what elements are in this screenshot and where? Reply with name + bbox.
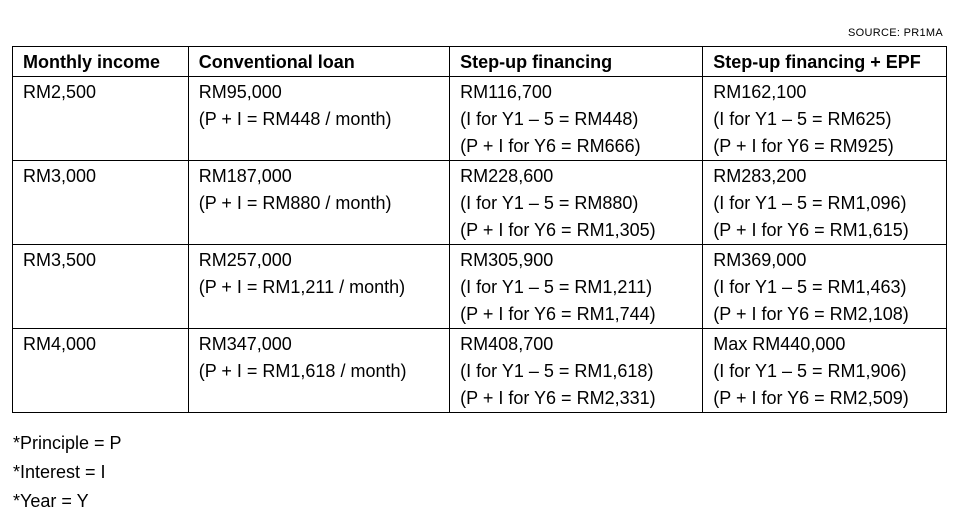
footnote-principle: *Principle = P [13,433,122,453]
conventional-cell [188,161,449,245]
stepup-detail-interest: (I for Y1 – 5 = RM448) [460,109,639,129]
stepup-detail-interest: (I for Y1 – 5 = RM1,618) [460,361,654,381]
epf-amount: RM162,100 [713,82,807,102]
footnote-interest: *Interest = I [13,462,106,482]
epf-cell [703,161,947,245]
stepup-detail-principal: (P + I for Y6 = RM1,305) [460,220,656,240]
source-label: SOURCE: PR1MA [848,27,943,39]
header-conventional-loan: Conventional loan [188,47,449,77]
table-header-row [13,47,947,77]
stepup-amount: RM305,900 [460,250,554,270]
epf-detail-interest: (I for Y1 – 5 = RM1,906) [713,361,907,381]
income-cell [13,245,189,329]
conventional-cell [188,329,449,413]
epf-detail-principal: (P + I for Y6 = RM2,509) [713,388,909,408]
conventional-cell [188,77,449,161]
income-cell [13,161,189,245]
stepup-detail-interest: (I for Y1 – 5 = RM1,211) [460,277,653,297]
conventional-amount: RM257,000 [198,250,292,270]
table-row [13,77,947,161]
income-value: RM2,500 [23,82,97,102]
epf-cell [703,77,947,161]
income-cell [13,77,189,161]
income-cell [13,329,189,413]
epf-detail-interest: (I for Y1 – 5 = RM1,096) [713,193,907,213]
epf-amount: RM283,200 [713,166,807,186]
stepup-amount: RM408,700 [460,334,554,354]
income-value: RM4,000 [23,334,97,354]
table-row [13,161,947,245]
epf-cell [703,245,947,329]
footnotes [13,429,122,516]
stepup-cell [450,329,703,413]
income-value: RM3,500 [23,250,97,270]
stepup-detail-principal: (P + I for Y6 = RM1,744) [460,304,656,324]
epf-detail-principal: (P + I for Y6 = RM2,108) [713,304,909,324]
epf-amount: Max RM440,000 [713,334,846,354]
epf-amount: RM369,000 [713,250,807,270]
epf-detail-interest: (I for Y1 – 5 = RM625) [713,109,892,129]
table-row [13,245,947,329]
epf-cell [703,329,947,413]
epf-detail-interest: (I for Y1 – 5 = RM1,463) [713,277,907,297]
header-step-up-financing: Step-up financing [450,47,703,77]
stepup-amount: RM228,600 [460,166,554,186]
header-step-up-financing-epf: Step-up financing + EPF [703,47,947,77]
table-row [13,329,947,413]
conventional-cell [188,245,449,329]
stepup-cell [450,245,703,329]
conventional-amount: RM347,000 [198,334,292,354]
stepup-detail-principal: (P + I for Y6 = RM2,331) [460,388,656,408]
conventional-detail: (P + I = RM1,211 / month) [198,277,406,297]
conventional-detail: (P + I = RM880 / month) [198,193,392,213]
epf-detail-principal: (P + I for Y6 = RM925) [713,136,894,156]
income-value: RM3,000 [23,166,97,186]
conventional-amount: RM95,000 [198,82,282,102]
conventional-detail: (P + I = RM448 / month) [198,109,392,129]
stepup-cell [450,77,703,161]
stepup-cell [450,161,703,245]
epf-detail-principal: (P + I for Y6 = RM1,615) [713,220,909,240]
conventional-detail: (P + I = RM1,618 / month) [198,361,407,381]
stepup-detail-interest: (I for Y1 – 5 = RM880) [460,193,639,213]
stepup-detail-principal: (P + I for Y6 = RM666) [460,136,641,156]
stepup-amount: RM116,700 [460,82,552,102]
footnote-year: *Year = Y [13,491,89,511]
conventional-amount: RM187,000 [198,166,292,186]
header-monthly-income: Monthly income [13,47,189,77]
loan-comparison-table [12,46,947,413]
